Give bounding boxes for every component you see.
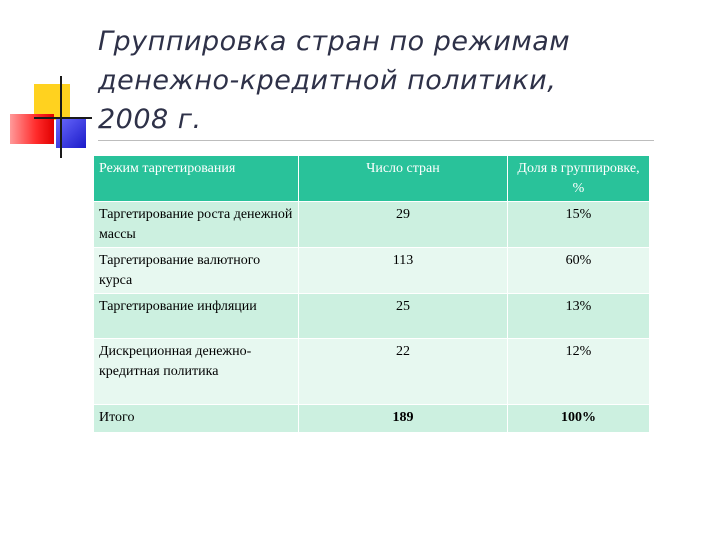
cell-regime: Таргетирование валютного курса bbox=[94, 248, 299, 294]
title-divider bbox=[98, 140, 654, 141]
cell-share: 13% bbox=[508, 294, 650, 339]
cell-total-label: Итого bbox=[94, 405, 299, 433]
header-regime: Режим таргетирования bbox=[94, 156, 299, 202]
cell-total-share: 100% bbox=[508, 405, 650, 433]
cell-regime: Таргетирование роста денежной массы bbox=[94, 202, 299, 248]
monetary-regimes-table bbox=[93, 155, 650, 433]
cell-country-count: 22 bbox=[299, 339, 508, 405]
title-line-3: 2008 г. bbox=[98, 104, 202, 135]
slide-title bbox=[98, 22, 698, 139]
cell-country-count: 29 bbox=[299, 202, 508, 248]
title-line-1: Группировка стран по режимам bbox=[98, 26, 571, 57]
table-header-row bbox=[94, 156, 650, 202]
cell-country-count: 113 bbox=[299, 248, 508, 294]
cell-country-count: 25 bbox=[299, 294, 508, 339]
table-row bbox=[94, 248, 650, 294]
table-row bbox=[94, 339, 650, 405]
decorative-horizontal-line bbox=[34, 117, 92, 119]
cell-share: 15% bbox=[508, 202, 650, 248]
title-line-2: денежно-кредитной политики, bbox=[98, 65, 557, 96]
cell-regime: Таргетирование инфляции bbox=[94, 294, 299, 339]
table-row bbox=[94, 202, 650, 248]
cell-total-count: 189 bbox=[299, 405, 508, 433]
table-total-row bbox=[94, 405, 650, 433]
header-country-count: Число стран bbox=[299, 156, 508, 202]
table-row bbox=[94, 294, 650, 339]
cell-regime: Дискреционная денежно-кредитная политика bbox=[94, 339, 299, 405]
header-share: Доля в группировке, % bbox=[508, 156, 650, 202]
cell-share: 12% bbox=[508, 339, 650, 405]
cell-share: 60% bbox=[508, 248, 650, 294]
